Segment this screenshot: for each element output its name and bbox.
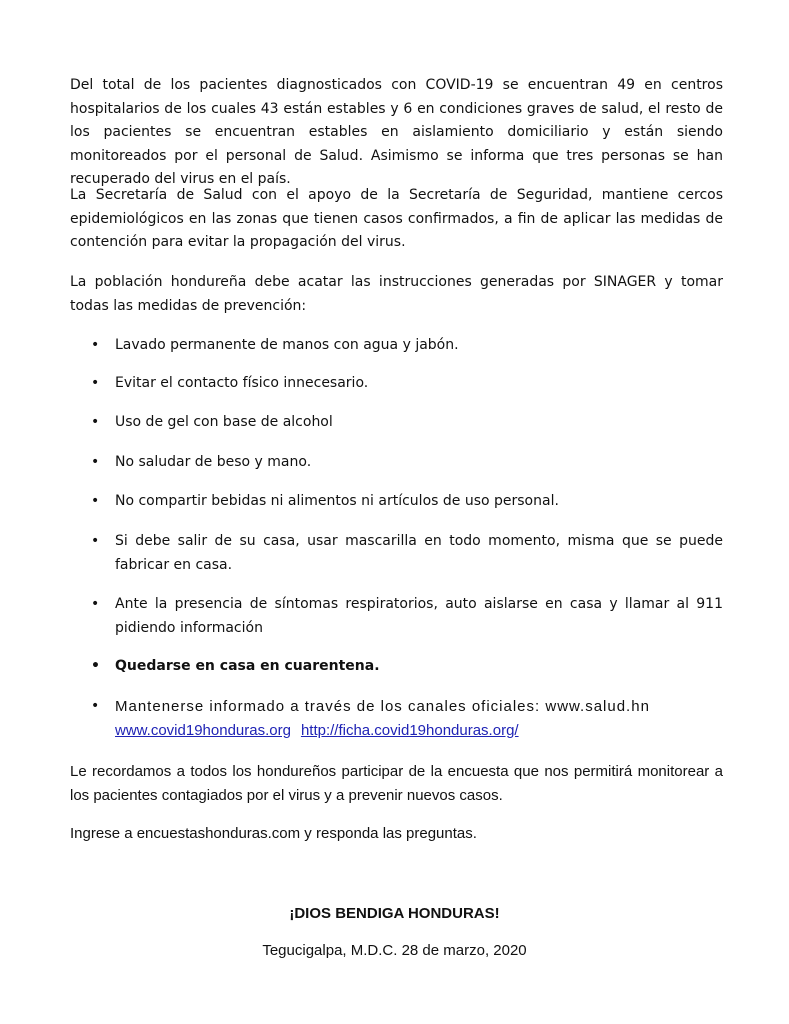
list-item-text: Ante la presencia de síntomas respiratorios, auto aislarse en casa y llamar al 911 pidiendo información [115,596,723,636]
paragraph-survey-instructions: Ingrese a encuestashonduras.com y responda las preguntas. [70,825,477,842]
list-item-text: Evitar el contacto físico innecesario. [115,375,369,391]
list-item [91,372,723,396]
bullet-icon: • [91,375,100,391]
list-item-text: No compartir bebidas ni alimentos ni artículos de uso personal. [115,493,559,509]
official-channels-text-block [115,695,723,742]
bullet-icon: • [91,454,100,470]
list-item [91,490,723,514]
bullet-icon: • [91,698,100,714]
official-channels-text: Mantenerse informado a través de los canales oficiales: www.salud.hn [115,698,650,715]
list-item [91,530,723,577]
paragraph-patient-status: Del total de los pacientes diagnosticados con COVID-19 se encuentran 49 en centros hospitalarios de los cuales 43 están estables y 6 en condiciones graves de salud, el resto de los pacientes se encuentran estables en aislamiento domiciliario y están siendo monitoreados por el personal de Salud. Asimismo se informa que tres personas se han recuperado del virus en el país. [70,77,723,187]
list-item [91,411,723,435]
place-and-date: Tegucigalpa, M.D.C. 28 de marzo, 2020 [262,942,527,959]
list-item [91,593,723,640]
list-item-text: Uso de gel con base de alcohol [115,414,333,430]
ficha-covid19honduras-link[interactable]: http://ficha.covid19honduras.org/ [300,721,519,739]
paragraph-prevention-intro: La población hondureña debe acatar las instrucciones generadas por SINAGER y tomar todas las medidas de prevención: [70,274,723,314]
list-item-text: Lavado permanente de manos con agua y jabón. [115,337,459,353]
bullet-icon: • [91,493,100,509]
list-item-text: Quedarse en casa en cuarentena. [115,658,380,674]
bullet-icon: • [91,596,100,612]
list-item [91,655,723,679]
bullet-icon: • [91,533,100,549]
paragraph-survey-reminder: Le recordamos a todos los hondureños participar de la encuesta que nos permitirá monitorear a los pacientes contagiados por el virus y a prevenir nuevos casos. [70,763,723,804]
list-item [91,334,723,358]
bullet-icon: • [91,414,100,430]
covid19honduras-link[interactable]: www.covid19honduras.org [115,721,291,739]
list-item-official-channels [91,695,723,742]
bullet-icon: • [91,658,100,674]
list-item-text: Si debe salir de su casa, usar mascarilla en todo momento, misma que se puede fabricar en casa. [115,533,723,573]
paragraph-epidemiological-fences: La Secretaría de Salud con el apoyo de la Secretaría de Seguridad, mantiene cercos epidemiológicos en las zonas que tienen casos confirmados, a fin de aplicar las medidas de contención para evitar la propagación del virus. [70,187,723,250]
bullet-icon: • [91,337,100,353]
list-item-text: No saludar de beso y mano. [115,454,312,470]
closing-motto: ¡DIOS BENDIGA HONDURAS! [289,905,500,922]
list-item [91,451,723,475]
